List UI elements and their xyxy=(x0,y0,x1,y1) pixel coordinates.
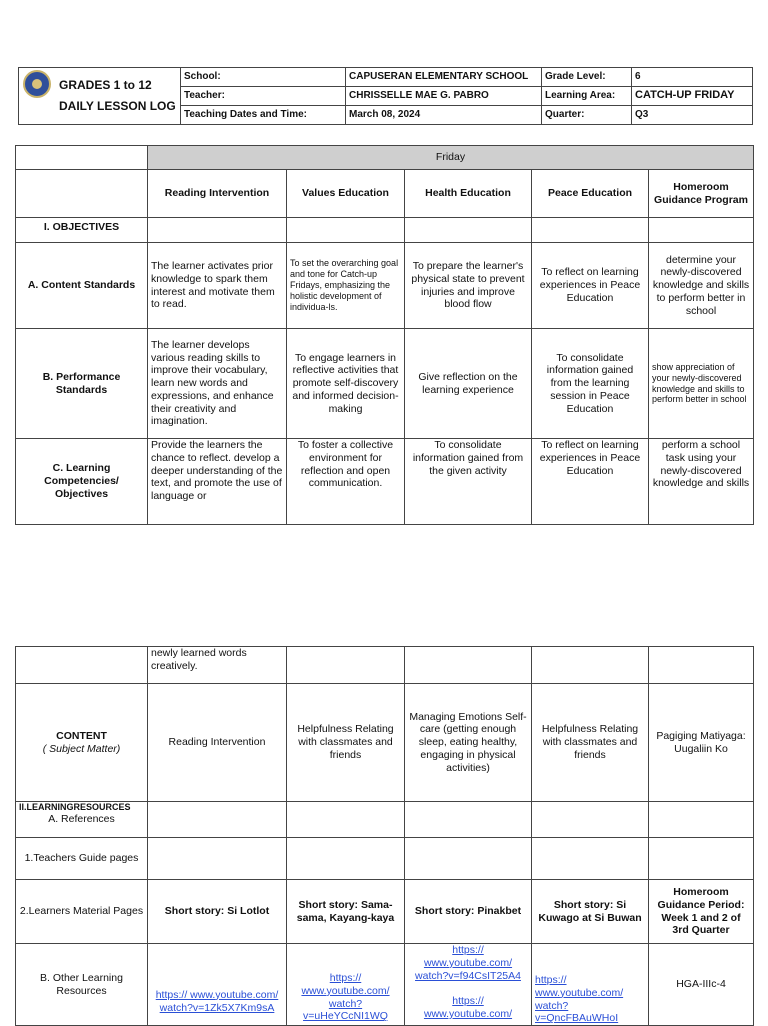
empty-cell xyxy=(148,838,287,880)
grade-label: Grade Level: xyxy=(542,68,632,87)
empty-cell xyxy=(405,802,532,838)
content-standard-cell: To reflect on learning experiences in Peace Education xyxy=(532,243,649,329)
content-cell: Managing Emotions Self-care (getting enough sleep, eating healthy, engaging in physical activities) xyxy=(405,684,532,802)
content-standards-label: A. Content Standards xyxy=(16,243,148,329)
continuation-cell: newly learned words creatively. xyxy=(148,647,287,684)
performance-cell: To engage learners in reflective activities that promote self-discovery and informed decision-making xyxy=(287,329,405,439)
content-sublabel: ( Subject Matter) xyxy=(42,742,121,755)
content-cell: Pagiging Matiyaga: Uugaliin Ko xyxy=(649,684,754,802)
competency-cell: To reflect on learning experiences in Peace Education xyxy=(532,439,649,525)
competency-cell: To foster a collective environment for reflection and open communication. xyxy=(287,439,405,525)
content-standard-cell: To set the overarching goal and tone for Catch-up Fridays, emphasizing the holistic development of individua-ls. xyxy=(287,243,405,329)
other-cell xyxy=(287,944,405,1026)
other-cell xyxy=(532,944,649,1026)
dates-label: Teaching Dates and Time: xyxy=(181,106,346,125)
content-cell: Reading Intervention xyxy=(148,684,287,802)
quarter-label: Quarter: xyxy=(542,106,632,125)
content-standard-cell: To prepare the learner's physical state to prevent injuries and improve blood flow xyxy=(405,243,532,329)
empty-cell xyxy=(405,647,532,684)
empty-corner xyxy=(16,146,148,170)
competency-cell: Provide the learners the chance to reflect. develop a deeper understanding of the text, and promote the use of language or xyxy=(148,439,287,525)
empty-cell xyxy=(287,802,405,838)
day-header: Friday xyxy=(148,146,754,170)
school-value: CAPUSERAN ELEMENTARY SCHOOL xyxy=(346,68,542,87)
lm-cell: Short story: Pinakbet xyxy=(405,880,532,944)
empty-cell xyxy=(148,218,287,243)
lm-cell: Homeroom Guidance Period: Week 1 and 2 of 3rd Quarter xyxy=(649,880,754,944)
empty-cell xyxy=(287,218,405,243)
col-header: Health Education xyxy=(405,170,532,218)
empty-cell xyxy=(532,802,649,838)
video-link[interactable]: https:// www.youtube.com/ watch?v=1Zk5X7Km9sA xyxy=(155,988,279,1014)
performance-cell: The learner develops various reading skills to improve their vocabulary, learn new words and expressions, and enhance their creativity and imagination. xyxy=(148,329,287,439)
lesson-table-2 xyxy=(15,646,754,1026)
content-label: CONTENT xyxy=(56,729,107,742)
video-link[interactable]: https:// www.youtube.com/ watch? v=QncFBAuWHoI xyxy=(535,974,624,1025)
grade-value: 6 xyxy=(632,68,753,87)
performance-cell: show appreciation of your newly-discovered knowledge and skills to perform better in school xyxy=(649,329,754,439)
other-label: B. Other Learning Resources xyxy=(16,944,148,1026)
deped-seal-icon xyxy=(23,70,51,98)
col-header: Values Education xyxy=(287,170,405,218)
empty-cell xyxy=(287,647,405,684)
lm-label: 2.Learners Material Pages xyxy=(16,880,148,944)
objectives-label: I. OBJECTIVES xyxy=(16,218,148,243)
other-cell: HGA-IIIc-4 xyxy=(649,944,754,1026)
header-table xyxy=(18,67,753,125)
performance-label: B. Performance Standards xyxy=(16,329,148,439)
empty-cell xyxy=(405,838,532,880)
video-link[interactable]: https:// www.youtube.com/ watch?v=f94CsIT25A4 xyxy=(415,944,521,982)
competency-cell: To consolidate information gained from the given activity xyxy=(405,439,532,525)
lm-cell: Short story: Si Kuwago at Si Buwan xyxy=(532,880,649,944)
dates-value: March 08, 2024 xyxy=(346,106,542,125)
content-cell: Helpfulness Relating with classmates and friends xyxy=(532,684,649,802)
lm-cell: Short story: Si Lotlot xyxy=(148,880,287,944)
other-cell xyxy=(148,944,287,1026)
area-value: CATCH-UP FRIDAY xyxy=(632,87,753,106)
header-title: GRADES 1 to 12 DAILY LESSON LOG xyxy=(19,68,181,125)
content-standard-cell: determine your newly-discovered knowledge and skills to perform better in school xyxy=(649,243,754,329)
col-header: Peace Education xyxy=(532,170,649,218)
resources-label: II.LEARNINGRESOURCES xyxy=(19,802,131,812)
content-cell: Helpfulness Relating with classmates and friends xyxy=(287,684,405,802)
empty-cell xyxy=(148,802,287,838)
empty-cell xyxy=(532,218,649,243)
performance-cell: To consolidate information gained from the learning session in Peace Education xyxy=(532,329,649,439)
references-label: A. References xyxy=(48,812,115,825)
quarter-value: Q3 xyxy=(632,106,753,125)
content-standard-cell: The learner activates prior knowledge to spark them interest and motivate them to read. xyxy=(148,243,287,329)
teacher-value: CHRISSELLE MAE G. PABRO xyxy=(346,87,542,106)
tg-label: 1.Teachers Guide pages xyxy=(16,838,148,880)
school-label: School: xyxy=(181,68,346,87)
empty-cell xyxy=(649,218,754,243)
teacher-label: Teacher: xyxy=(181,87,346,106)
empty-cell xyxy=(532,647,649,684)
empty-cell xyxy=(16,647,148,684)
content-label-cell xyxy=(16,684,148,802)
empty-cell xyxy=(532,838,649,880)
col-header: Homeroom Guidance Program xyxy=(649,170,754,218)
empty-cell xyxy=(16,170,148,218)
area-label: Learning Area: xyxy=(542,87,632,106)
other-cell xyxy=(405,944,532,1026)
empty-cell xyxy=(405,218,532,243)
competencies-label: C. Learning Competencies/ Objectives xyxy=(16,439,148,525)
empty-cell xyxy=(649,647,754,684)
performance-cell: Give reflection on the learning experience xyxy=(405,329,532,439)
video-link[interactable]: https:// www.youtube.com/ watch? v=uHeYCcNI1WQ xyxy=(301,972,390,1023)
video-link[interactable]: https:// www.youtube.com/ xyxy=(423,995,513,1020)
empty-cell xyxy=(287,838,405,880)
lm-cell: Short story: Sama-sama, Kayang-kaya xyxy=(287,880,405,944)
col-header: Reading Intervention xyxy=(148,170,287,218)
competency-cell: perform a school task using your newly-discovered knowledge and skills xyxy=(649,439,754,525)
empty-cell xyxy=(649,838,754,880)
empty-cell xyxy=(649,802,754,838)
resources-label-cell xyxy=(16,802,148,838)
lesson-table-1 xyxy=(15,145,754,525)
